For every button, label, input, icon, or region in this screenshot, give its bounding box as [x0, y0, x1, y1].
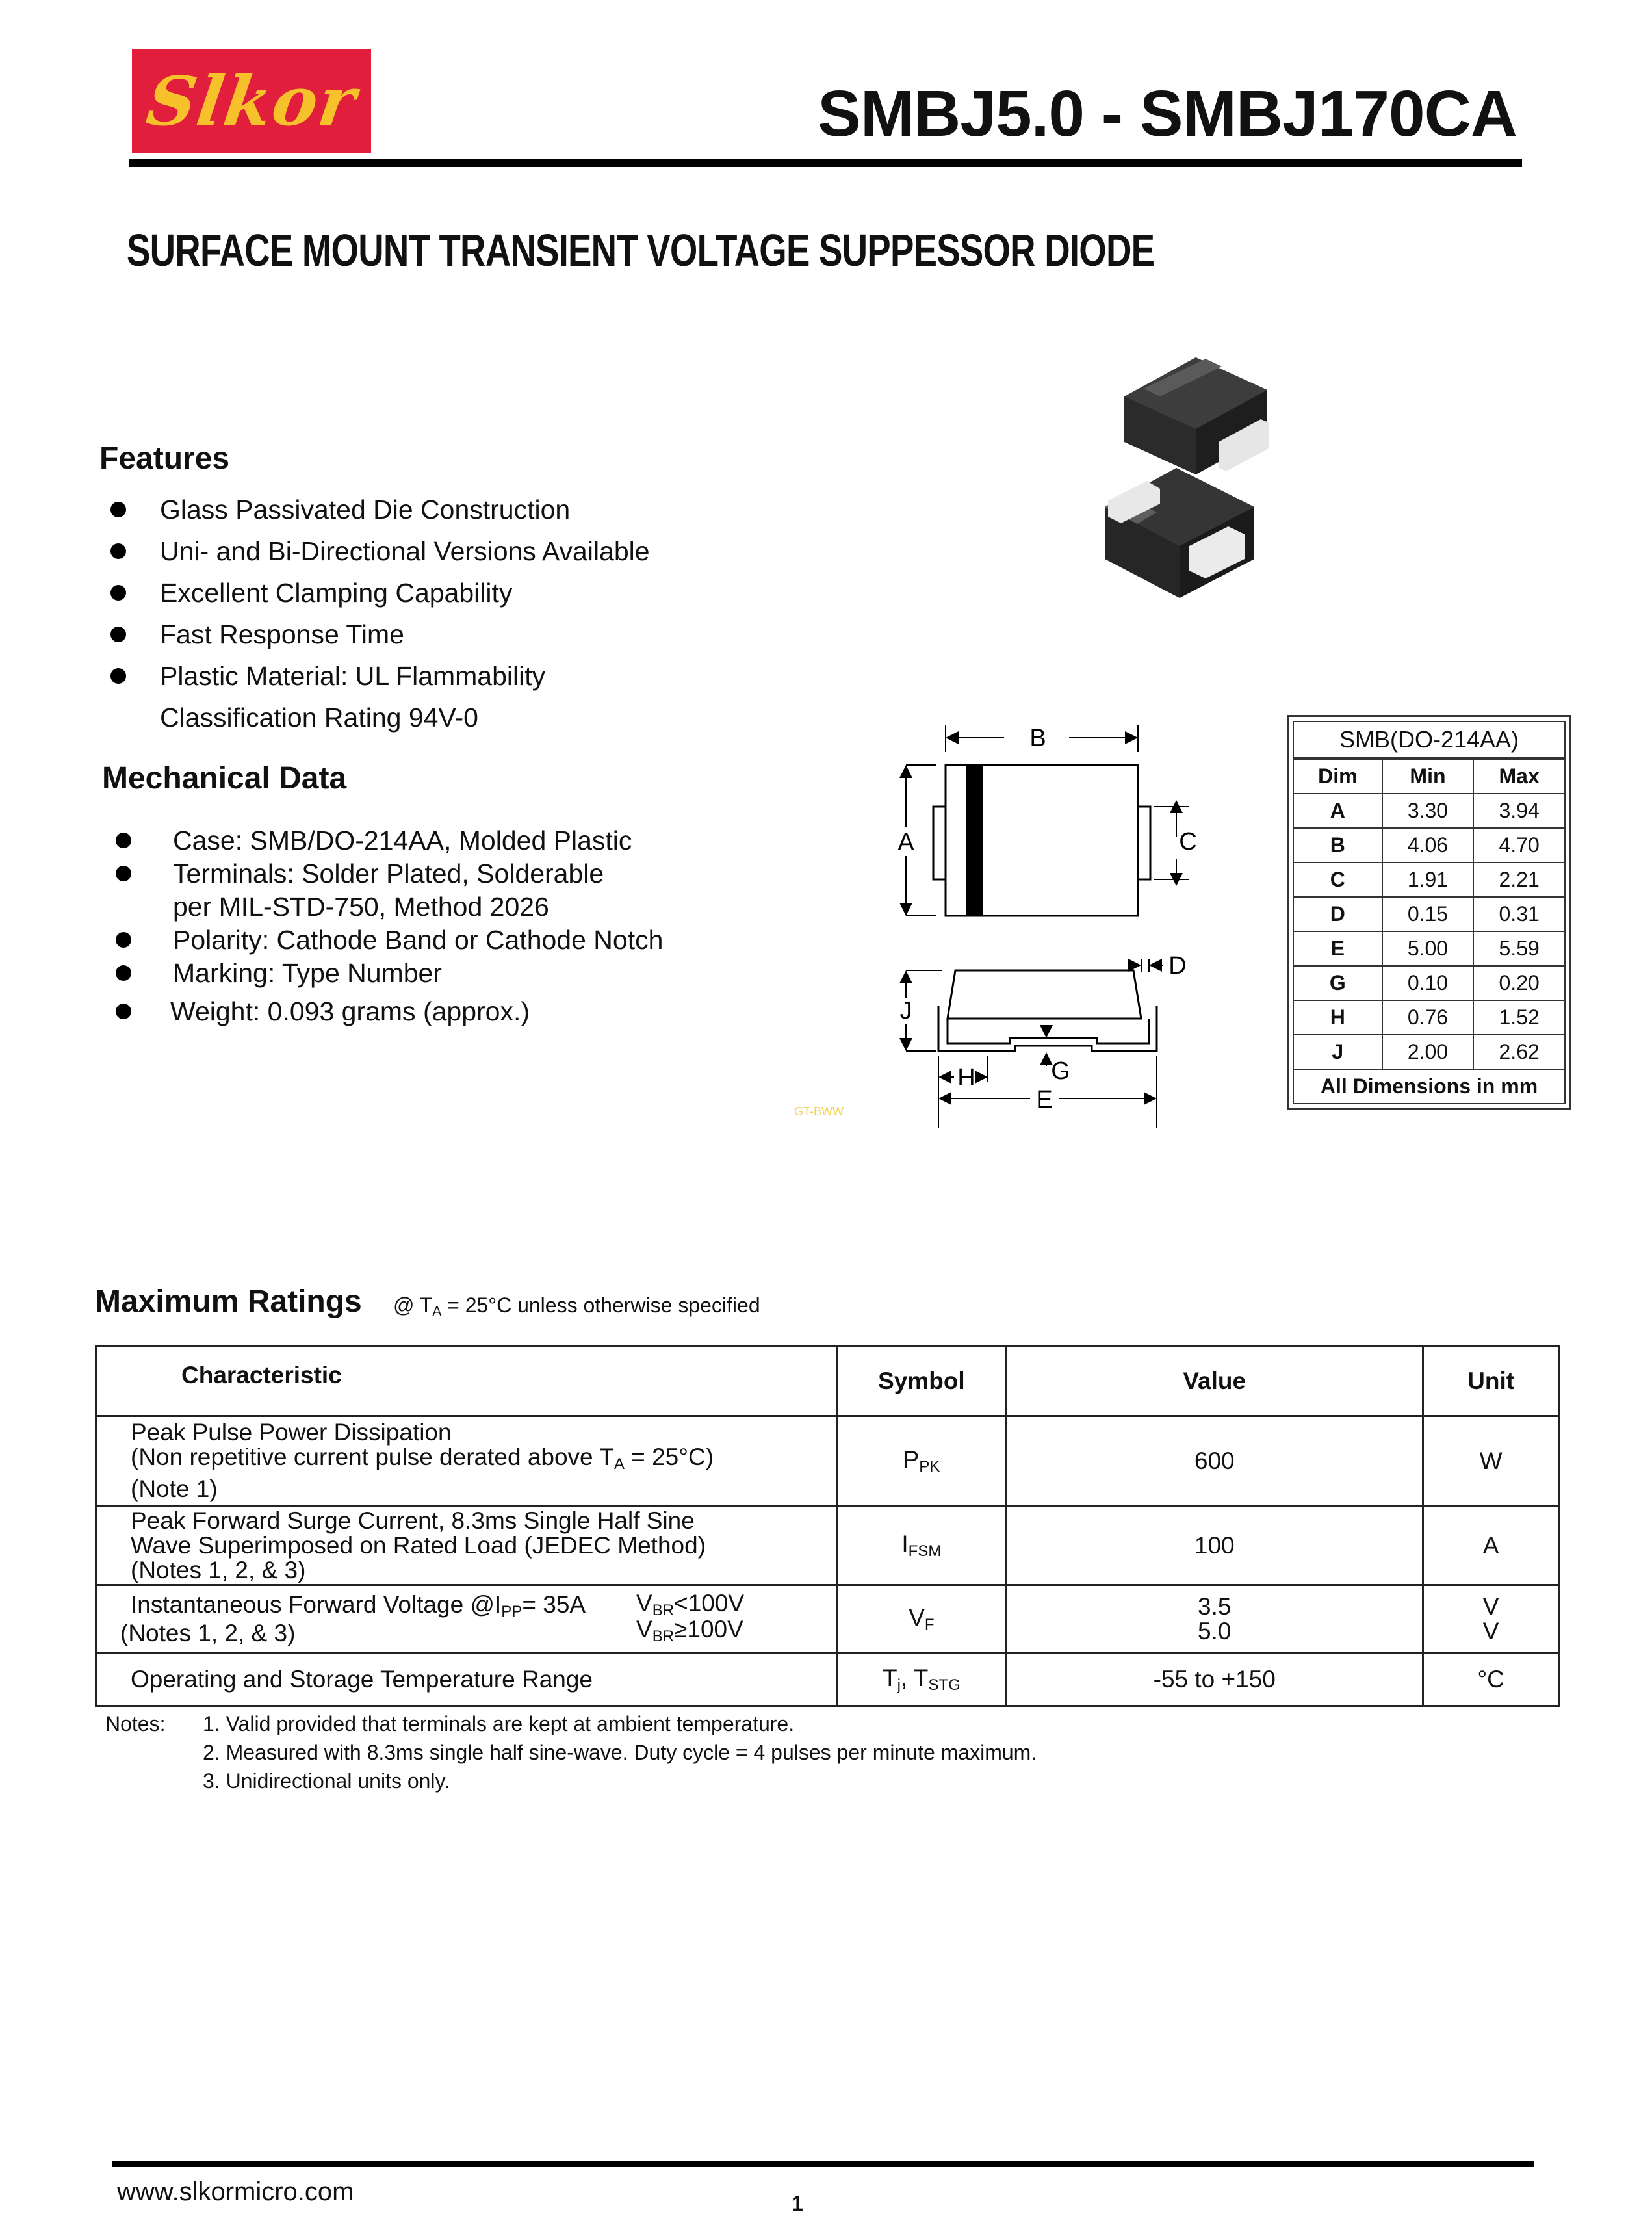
dim-label-b: B	[1029, 725, 1046, 752]
table-row: G 0.10 0.20	[1293, 966, 1565, 1000]
table-row: Operating and Storage Temperature Range $T_j$, $T_{STG}$ -55 to +150 °C	[96, 1653, 1559, 1706]
footer-url: www.slkormicro.com	[117, 2177, 354, 2206]
dim-header: Dim	[1293, 759, 1382, 794]
part-range-title: SMBJ5.0 - SMBJ170CA	[818, 77, 1517, 150]
note-item: 3. Unidirectional units only.	[203, 1769, 450, 1793]
logo-text: Slkor	[141, 60, 362, 141]
dim-label-j: J	[899, 997, 912, 1024]
bullet-icon	[110, 585, 126, 601]
table-row: E 5.00 5.59	[1293, 931, 1565, 966]
notes	[105, 1709, 1037, 1795]
dim-label-a: A	[897, 829, 914, 856]
list-item: Terminals: Solder Plated, Solderable	[116, 857, 663, 890]
dimension-table-caption: SMB(DO-214AA)	[1293, 721, 1566, 759]
table-row: Peak Pulse Power Dissipation (Non repetitive current pulse derated above $T_A = 25^\circ C$) (Note 1) $P_{PK}$ 600 W	[96, 1416, 1559, 1506]
bullet-icon	[110, 627, 126, 642]
dim-label-g: G	[1051, 1058, 1070, 1085]
max-ratings-table	[95, 1345, 1560, 1707]
dim-header: Max	[1473, 759, 1565, 794]
bullet-icon	[110, 502, 126, 517]
list-item: Marking: Type Number	[116, 957, 663, 990]
features-list	[110, 489, 650, 738]
bullet-icon	[110, 543, 126, 559]
note-item: 2. Measured with 8.3ms single half sine-wave. Duty cycle = 4 pulses per minute maximum.	[203, 1741, 1037, 1764]
list-item: Weight: 0.093 grams (approx.)	[116, 995, 663, 1028]
features-heading: Features	[99, 441, 230, 476]
bullet-icon	[116, 866, 131, 881]
table-header-row: Characteristic Symbol Value Unit	[96, 1347, 1559, 1416]
ratings-heading: Maximum Ratings	[95, 1284, 362, 1319]
bullet-icon	[116, 1004, 131, 1019]
table-row: C 1.91 2.21	[1293, 863, 1565, 897]
document-subtitle: SURFACE MOUNT TRANSIENT VOLTAGE SUPPESSOR DIODE	[127, 225, 1155, 276]
list-item: Excellent Clamping Capability	[110, 572, 650, 614]
mechanical-list	[116, 824, 663, 1028]
note-item: 1. Valid provided that terminals are kept at ambient temperature.	[203, 1712, 795, 1735]
table-row: B 4.06 4.70	[1293, 828, 1565, 863]
dimension-table-footer: All Dimensions in mm	[1293, 1069, 1565, 1104]
bullet-icon	[116, 932, 131, 948]
table-row: D 0.15 0.31	[1293, 897, 1565, 931]
ratings-condition: @ $T_A = 25^\circ C$ unless otherwise specified	[393, 1293, 760, 1319]
bullet-icon	[110, 668, 126, 684]
table-row: Peak Forward Surge Current, 8.3ms Single Half Sine Wave Superimposed on Rated Load (JEDEC Method) (Notes 1, 2, & 3) $I_{FSM}$ 100 A	[96, 1506, 1559, 1585]
list-item: Glass Passivated Die Construction	[110, 489, 650, 530]
list-item: Polarity: Cathode Band or Cathode Notch	[116, 924, 663, 957]
dimension-drawing	[871, 712, 1235, 1128]
dim-label-c: C	[1179, 828, 1197, 855]
notes-label: Notes:	[105, 1712, 166, 1735]
list-item: Fast Response Time	[110, 614, 650, 655]
dim-label-h: H	[957, 1064, 975, 1091]
watermark-text: GT-BWW	[794, 1105, 844, 1118]
table-row: H 0.76 1.52	[1293, 1000, 1565, 1035]
list-item: Case: SMB/DO-214AA, Molded Plastic	[116, 824, 663, 857]
bullet-icon	[116, 965, 131, 981]
list-item: Uni- and Bi-Directional Versions Available	[110, 530, 650, 572]
dim-label-e: E	[1036, 1086, 1053, 1113]
mechanical-heading: Mechanical Data	[102, 761, 347, 796]
package-photo	[1098, 351, 1287, 611]
header-rule	[129, 159, 1522, 167]
page-number: 1	[792, 2192, 803, 2215]
list-item-continuation: Classification Rating 94V-0	[160, 703, 478, 733]
dim-label-d: D	[1168, 952, 1187, 980]
table-row: Instantaneous Forward Voltage $@I_{PP}= 35A$ (Notes 1, 2, & 3) $V_{BR}<100V$ $V_{BR}\ge 100V$ $V_F$ 3.5 5.0 V V	[96, 1585, 1559, 1653]
footer-rule	[112, 2161, 1534, 2167]
list-item: Plastic Material: UL Flammability	[110, 655, 650, 697]
bullet-icon	[116, 833, 131, 848]
dimension-table	[1287, 715, 1571, 1110]
table-row: A 3.30 3.94	[1293, 794, 1565, 828]
list-item-continuation: per MIL-STD-750, Method 2026	[173, 892, 549, 922]
table-row: J 2.00 2.62	[1293, 1035, 1565, 1069]
dim-header: Min	[1382, 759, 1474, 794]
brand-logo	[132, 49, 371, 153]
